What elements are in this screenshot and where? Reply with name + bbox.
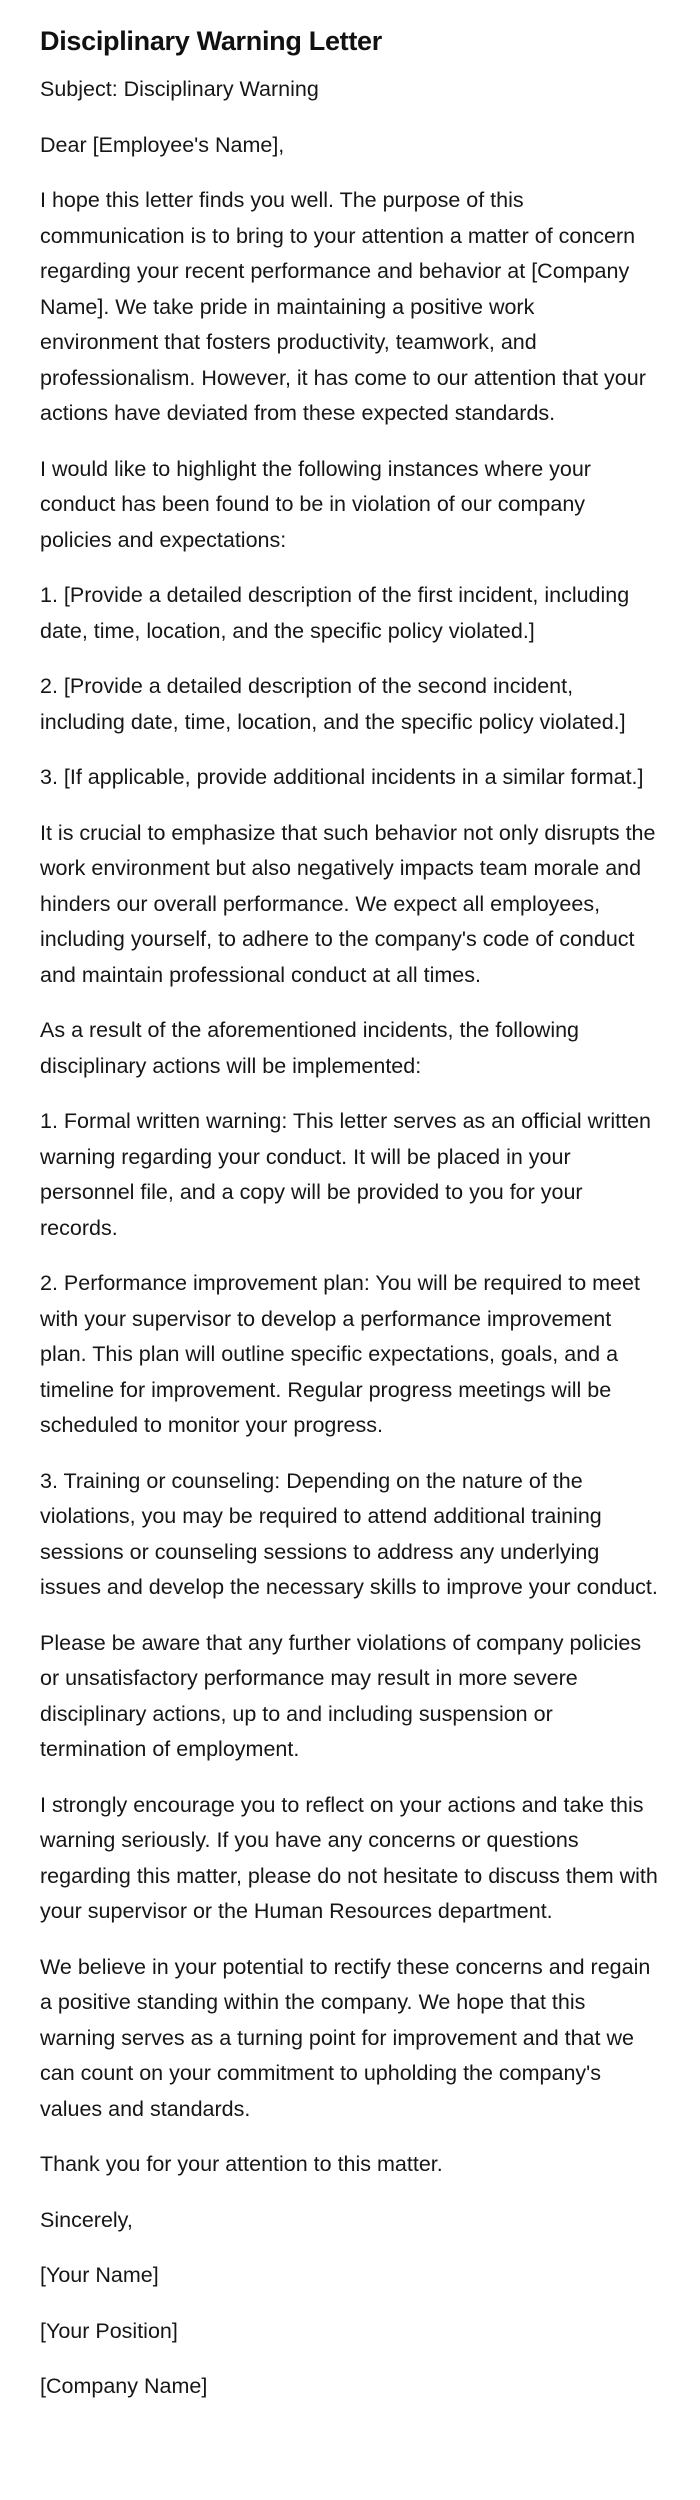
signature-company: [Company Name] [40, 2374, 208, 2398]
incident-item-3: 3. [If applicable, provide additional incidents in a similar format.] [40, 765, 644, 789]
potential-paragraph: We believe in your potential to rectify these concerns and regain a positive standing within the company. We hope that this warning serves as a turning point for improvement and that we can count on your commitment to upholding the company's values and standards. [40, 1954, 651, 2121]
further-violations-paragraph: Please be aware that any further violations of company policies or unsatisfactory performance may result in more severe disciplinary actions, up to and including suspension or termination of employment. [40, 1630, 642, 1761]
encouragement-paragraph: I strongly encourage you to reflect on your actions and take this warning seriously. If you have any concerns or questions regarding this matter, please do not hesitate to discuss them with your supervisor or the Human Resources department. [40, 1792, 658, 1923]
closing: Sincerely, [40, 2207, 133, 2232]
signature-position: [Your Position] [40, 2318, 178, 2343]
actions-intro-paragraph: As a result of the aforementioned incidents, the following disciplinary actions will be implemented: [40, 1018, 580, 1078]
subject-line: Subject: Disciplinary Warning [40, 77, 319, 101]
intro-paragraph: I hope this letter finds you well. The purpose of this communication is to bring to your attention a matter of concern regarding your recent performance and behavior at [Company Name]. We take pride in maintaining a positive work environment that fosters productivity, teamwork, and professionalism. However, it has come to our attention that your actions have deviated from these expected standards. [40, 188, 646, 425]
document-title: Disciplinary Warning Letter [40, 26, 382, 56]
action-item-2: 2. Performance improvement plan: You will be required to meet with your supervisor to develop a performance improvement plan. This plan will outline specific expectations, goals, and a timeline for improvement. Regular progress meetings will be scheduled to monitor your progress. [40, 1271, 640, 1437]
action-item-1: 1. Formal written warning: This letter serves as an official written warning regarding your conduct. It will be placed in your personnel file, and a copy will be provided to you for your records. [40, 1109, 651, 1240]
incident-item-2: 2. [Provide a detailed description of the second incident, including date, time, location, and the specific policy violated.] [40, 674, 626, 734]
salutation: Dear [Employee's Name], [40, 132, 285, 157]
signature-name: [Your Name] [40, 2263, 159, 2287]
instances-intro-paragraph: I would like to highlight the following instances where your conduct has been found to be in violation of our company policies and expectations: [40, 456, 591, 552]
impact-paragraph: It is crucial to emphasize that such behavior not only disrupts the work environment but also negatively impacts team morale and hinders our overall performance. We expect all employees, including yourself, to adhere to the company's code of conduct and maintain professional conduct at all times. [40, 820, 656, 987]
thank-you-paragraph: Thank you for your attention to this matter. [40, 2152, 443, 2176]
action-item-3: 3. Training or counseling: Depending on the nature of the violations, you may be required to attend additional training sessions or counseling sessions to address any underlying issues and develop the necessary skills to improve your conduct. [40, 1468, 658, 1599]
letter-document [40, 24, 658, 2425]
incident-item-1: 1. [Provide a detailed description of the first incident, including date, time, location, and the specific policy violated.] [40, 583, 630, 643]
